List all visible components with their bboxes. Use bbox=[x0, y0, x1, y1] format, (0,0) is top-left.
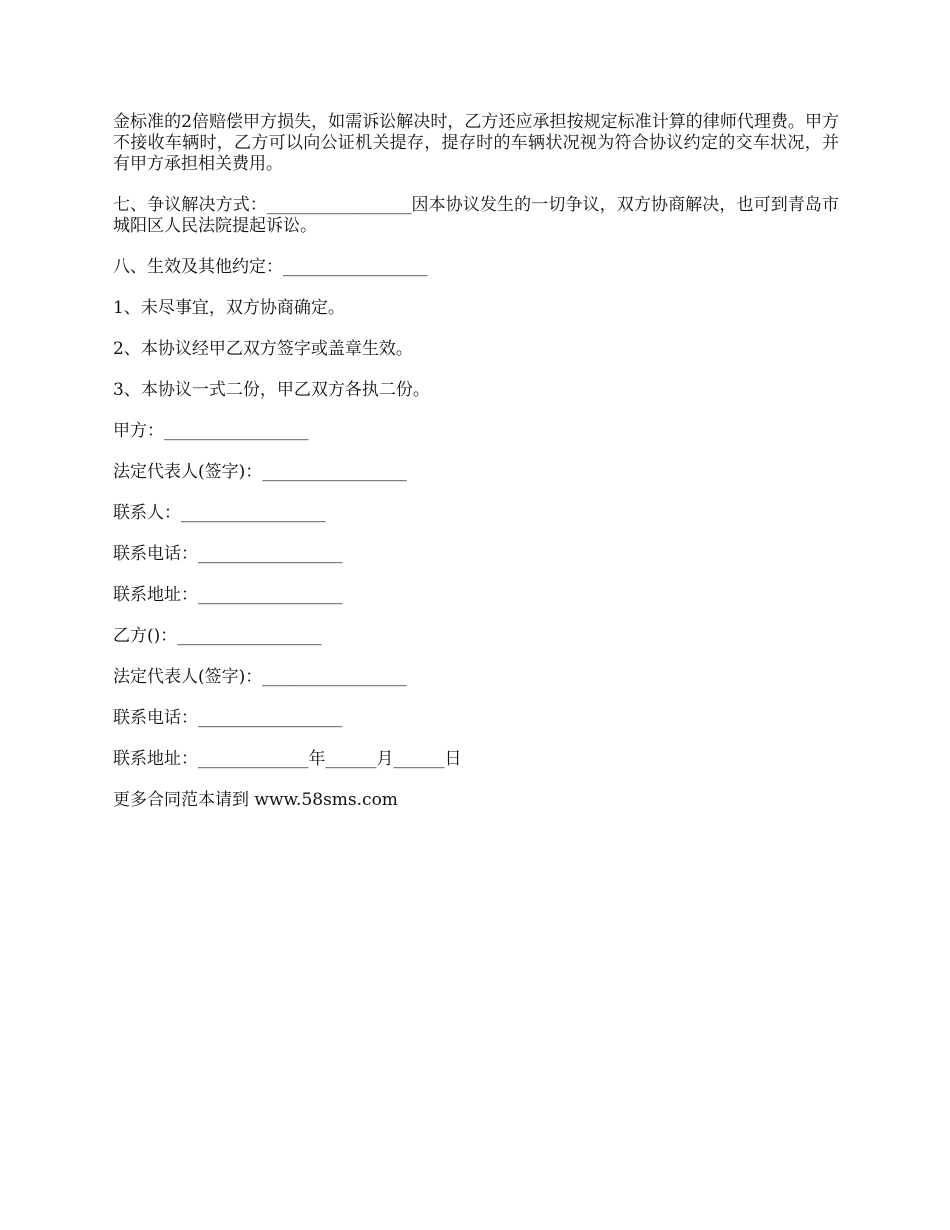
party-a-contact: 联系人：_________________ bbox=[113, 503, 326, 523]
party-a-address: 联系地址：_________________ bbox=[113, 585, 343, 605]
party-a-name: 甲方：_________________ bbox=[113, 421, 309, 441]
clause-effectiveness-heading: 八、生效及其他约定：_________________ bbox=[113, 257, 428, 277]
item-2: 2、本协议经甲乙双方签字或盖章生效。 bbox=[113, 339, 413, 359]
footer-link-text: 更多合同范本请到 www.58sms.com bbox=[113, 790, 398, 810]
party-b-name: 乙方()：_________________ bbox=[113, 626, 322, 646]
item-3: 3、本协议一式二份，甲乙双方各执二份。 bbox=[113, 380, 430, 400]
party-a-phone: 联系电话：_________________ bbox=[113, 544, 343, 564]
document-page bbox=[113, 112, 839, 831]
clause-dispute-resolution: 七、争议解决方式：_________________因本协议发生的一切争议，双方协商解决，也可到青岛市城阳区人民法院提起诉讼。 bbox=[113, 195, 839, 236]
party-b-address-date: 联系地址：_____________年______月______日 bbox=[113, 749, 462, 769]
clause-compensation-paragraph: 金标准的2倍赔偿甲方损失，如需诉讼解决时，乙方还应承担按规定标准计算的律师代理费。甲方不接收车辆时，乙方可以向公证机关提存，提存时的车辆状况视为符合协议约定的交车状况，并有甲方承担相关费用。 bbox=[113, 112, 839, 174]
party-b-phone: 联系电话：_________________ bbox=[113, 708, 343, 728]
item-1: 1、未尽事宜，双方协商确定。 bbox=[113, 298, 345, 318]
party-b-legal-rep: 法定代表人(签字)：_________________ bbox=[113, 667, 407, 687]
party-a-legal-rep: 法定代表人(签字)：_________________ bbox=[113, 462, 407, 482]
